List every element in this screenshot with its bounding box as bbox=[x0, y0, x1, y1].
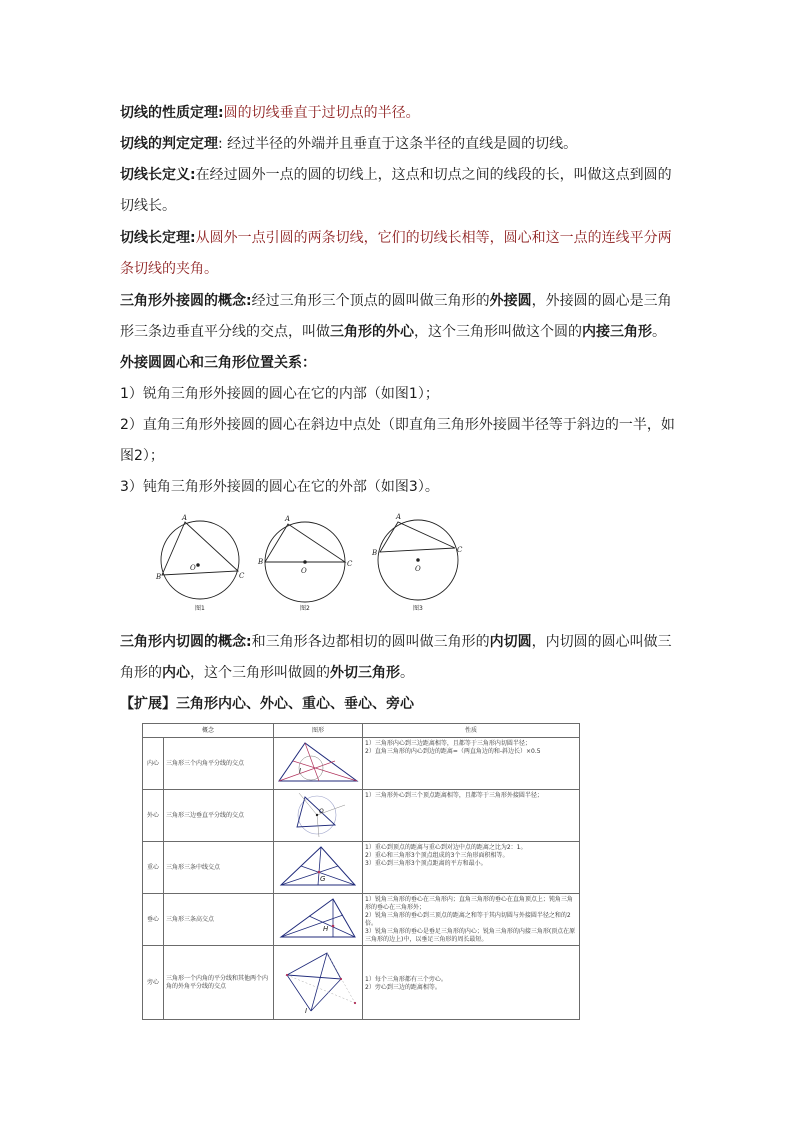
row-figure bbox=[274, 790, 363, 842]
tangent-length-def-text: 在经过圆外一点的圆的切线上，这点和切点之间的线段的长，叫做这点到圆的切线长。 bbox=[120, 167, 672, 214]
circumcircle-figures bbox=[150, 510, 480, 616]
tangent-length-def-label: 切线长定义: bbox=[120, 167, 196, 183]
incircle-text-1: 和三角形各边都相切的圆叫做三角形的 bbox=[251, 634, 490, 650]
incenter-label: I bbox=[299, 767, 302, 775]
circumcircle-term: 外接圆 bbox=[489, 293, 532, 309]
property-item: 2）直角三角形的内心到边的距离=（两直角边的和-斜边长）×0.5 bbox=[365, 748, 541, 755]
row-name: 旁心 bbox=[143, 946, 164, 1020]
header-figure: 图形 bbox=[274, 724, 363, 738]
row-properties bbox=[363, 946, 580, 1020]
tangent-length-theorem bbox=[120, 223, 680, 285]
fig3-label-b: B bbox=[372, 549, 378, 557]
row-concept: 三角形一个内角的平分线和其他两个内角的外角平分线的交点 bbox=[164, 946, 274, 1020]
row-name: 垂心 bbox=[143, 894, 164, 946]
row-properties bbox=[363, 842, 580, 894]
row-concept: 三角形三个内角平分线的交点 bbox=[164, 738, 274, 790]
tangent-criterion-theorem bbox=[120, 129, 680, 160]
circumcircle-text-2: ，外接圆的圆心是三角形三条边垂直平分线的交点，叫做 bbox=[120, 293, 672, 340]
incircle-label: 三角形内切圆的概念: bbox=[120, 634, 252, 650]
figure-2 bbox=[265, 522, 345, 602]
tangent-property-theorem bbox=[120, 98, 680, 129]
table-row bbox=[143, 894, 580, 946]
tangent-criterion-label: 切线的判定定理 bbox=[120, 136, 218, 152]
acute-triangle-item: 1）锐角三角形外接圆的圆心在它的内部（如图1）； bbox=[120, 386, 439, 402]
table-row bbox=[143, 738, 580, 790]
incircle-text-3: ，这个三角形叫做圆的 bbox=[190, 665, 330, 681]
fig1-label-o: O bbox=[190, 564, 196, 572]
triangle-centers-table bbox=[142, 723, 580, 1020]
property-item: 1）重心到顶点的距离与重心到对边中点的距离之比为2：1。 bbox=[365, 844, 527, 851]
property-item: 2）旁心到三边的距离相等。 bbox=[365, 983, 441, 991]
fig3-caption: 图3 bbox=[413, 605, 423, 612]
tangent-length-theorem-text: 从圆外一点引圆的两条切线，它们的切线长相等，圆心和这一点的连线平分两条切线的夹角。 bbox=[120, 230, 672, 277]
row-concept: 三角形三边垂直平分线的交点 bbox=[164, 790, 274, 842]
circumcenter-label: O bbox=[319, 808, 324, 815]
property-item: 1）三角形内心到三边距离相等，且都等于三角形内切圆半径； bbox=[365, 740, 531, 747]
property-item: 2）重心和三角形3个顶点组成的3个三角形面积相等。 bbox=[365, 852, 509, 859]
property-item: 3）锐角三角形的垂心是垂足三角形的内心；锐角三角形的内接三角形(顶点在原三角形的边上)中，以垂足三角形的周长最短。 bbox=[365, 928, 576, 943]
tangent-property-label: 切线的性质定理: bbox=[120, 105, 224, 121]
row-figure bbox=[274, 842, 363, 894]
extension-heading: 【扩展】三角形内心、外心、重心、垂心、旁心 bbox=[120, 696, 414, 712]
row-properties bbox=[363, 790, 580, 842]
right-triangle-item: 2）直角三角形外接圆的圆心在斜边中点处（即直角三角形外接圆半径等于斜边的一半，如图2）； bbox=[120, 417, 675, 464]
row-name: 外心 bbox=[143, 790, 164, 842]
circumcircle-text-1: 经过三角形三个顶点的圆叫做三角形的 bbox=[251, 293, 490, 309]
property-item: 1）每个三角形都有三个旁心。 bbox=[365, 975, 447, 983]
incircle-text-2: ，内切圆的圆心叫做三角形的 bbox=[120, 634, 672, 681]
table-header-row bbox=[143, 724, 580, 738]
fig1-label-a: A bbox=[182, 514, 188, 522]
circumcircle-label: 三角形外接圆的概念: bbox=[120, 293, 252, 309]
circumcenter-term: 三角形的外心 bbox=[330, 324, 414, 340]
excenter-diagram bbox=[275, 947, 361, 1015]
circumcenter-diagram bbox=[275, 791, 361, 837]
orthocenter-diagram bbox=[275, 895, 361, 941]
incircle-text-4: 。 bbox=[400, 665, 414, 681]
header-property: 性质 bbox=[363, 724, 580, 738]
table-row bbox=[143, 790, 580, 842]
centroid-diagram bbox=[275, 843, 361, 889]
fig3-label-o: O bbox=[415, 565, 421, 573]
property-item: 2）锐角三角形的垂心到三顶点的距离之和等于其内切圆与外接圆半径之和的2倍。 bbox=[365, 912, 571, 927]
row-properties bbox=[363, 738, 580, 790]
fig1-label-c: C bbox=[239, 572, 245, 580]
property-item: 1）锐角三角形的垂心在三角形内；直角三角形的垂心在直角顶点上；钝角三角形的垂心在三角形外； bbox=[365, 896, 573, 911]
orthocenter-label: H bbox=[323, 925, 329, 933]
fig2-label-c: C bbox=[347, 560, 353, 568]
excenter-label: I bbox=[305, 1007, 308, 1015]
fig3-label-c: C bbox=[457, 546, 463, 554]
fig1-caption: 图1 bbox=[195, 605, 205, 612]
circumcircle-concept bbox=[120, 286, 680, 348]
table-row bbox=[143, 946, 580, 1020]
property-item: 1）三角形外心到三个顶点距离相等，且都等于三角形外接圆半径； bbox=[365, 792, 543, 799]
centroid-label: G bbox=[320, 875, 326, 883]
circumcircle-text-3: ，这个三角形叫做这个圆的 bbox=[414, 324, 582, 340]
tangent-property-text: 圆的切线垂直于过切点的半径。 bbox=[223, 105, 420, 121]
fig3-label-a: A bbox=[396, 513, 402, 521]
fig2-label-a: A bbox=[285, 515, 291, 523]
row-figure bbox=[274, 946, 363, 1020]
circumscribed-triangle-term: 外切三角形 bbox=[330, 665, 400, 681]
fig2-label-o: O bbox=[301, 567, 307, 575]
circumcircle-text-4: 。 bbox=[652, 324, 666, 340]
row-concept: 三角形三条高交点 bbox=[164, 894, 274, 946]
row-concept: 三角形三条中线交点 bbox=[164, 842, 274, 894]
figure-1 bbox=[161, 521, 239, 599]
tangent-length-theorem-label: 切线长定理: bbox=[120, 230, 196, 246]
row-figure bbox=[274, 894, 363, 946]
inscribed-triangle-term: 内接三角形 bbox=[582, 324, 652, 340]
obtuse-triangle-item: 3）钝角三角形外接圆的圆心在它的外部（如图3）。 bbox=[120, 479, 439, 495]
row-properties bbox=[363, 894, 580, 946]
fig2-caption: 图2 bbox=[300, 605, 310, 612]
row-name: 内心 bbox=[143, 738, 164, 790]
incenter-diagram bbox=[275, 739, 361, 785]
fig2-label-b: B bbox=[258, 558, 264, 566]
property-item: 3）重心到三角形3个顶点距离的平方和最小。 bbox=[365, 860, 487, 867]
incircle-term: 内切圆 bbox=[489, 634, 532, 650]
figure-3 bbox=[378, 520, 458, 600]
header-concept: 概念 bbox=[143, 724, 274, 738]
fig1-label-b: B bbox=[156, 573, 162, 581]
tangent-criterion-text: : 经过半径的外端并且垂直于这条半径的直线是圆的切线。 bbox=[218, 136, 578, 152]
incenter-term: 内心 bbox=[162, 665, 190, 681]
row-figure bbox=[274, 738, 363, 790]
incircle-concept bbox=[120, 627, 680, 689]
table-row bbox=[143, 842, 580, 894]
tangent-length-definition bbox=[120, 160, 680, 222]
row-name: 重心 bbox=[143, 842, 164, 894]
position-relation-heading: 外接圆圆心和三角形位置关系： bbox=[120, 355, 316, 371]
